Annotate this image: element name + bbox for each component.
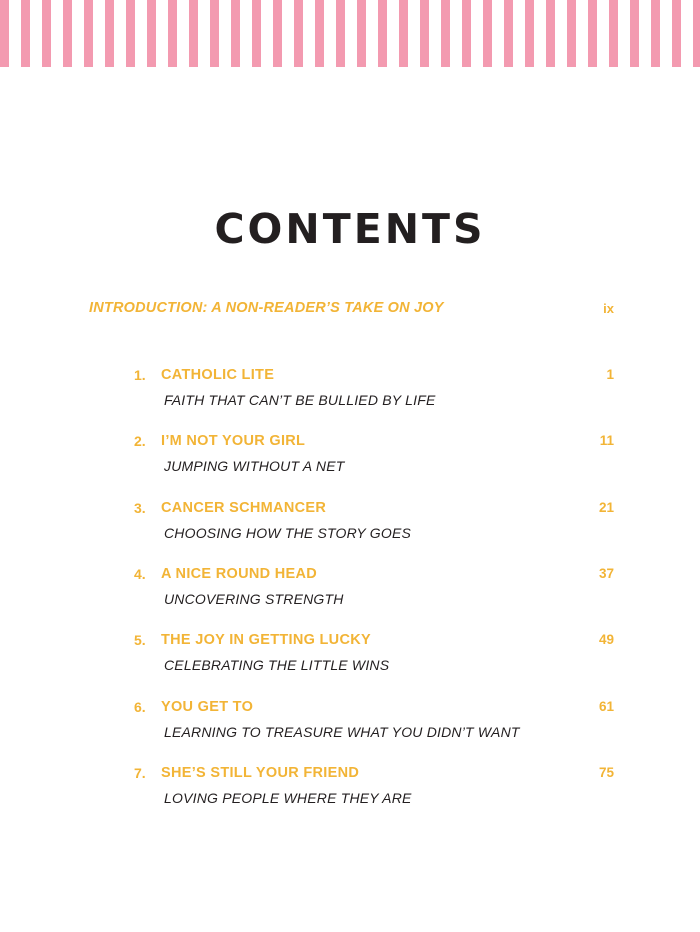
chapter-number: 4.: [134, 566, 146, 582]
chapter-title: I’M NOT YOUR GIRL: [161, 433, 306, 449]
toc-chapter-entry: [134, 632, 614, 680]
chapter-page-number: 11: [599, 433, 614, 448]
chapter-page-number: 21: [598, 500, 614, 515]
chapter-number: 5.: [134, 632, 146, 648]
chapter-title: A NICE ROUND HEAD: [161, 566, 318, 582]
chapter-number: 3.: [134, 500, 146, 516]
chapter-title: SHE’S STILL YOUR FRIEND: [161, 765, 360, 781]
chapter-page-number: 1: [606, 367, 614, 382]
chapter-subtitle: LOVING PEOPLE WHERE THEY ARE: [164, 790, 412, 806]
chapter-page-number: 37: [598, 566, 614, 581]
chapter-subtitle: JUMPING WITHOUT A NET: [164, 458, 345, 474]
toc-chapter-entry: [134, 765, 614, 813]
chapter-page-number: 61: [598, 699, 614, 714]
chapter-title: CANCER SCHMANCER: [161, 500, 327, 516]
chapter-page-number: 49: [598, 632, 614, 647]
chapter-subtitle: UNCOVERING STRENGTH: [164, 591, 344, 607]
chapter-number: 7.: [134, 765, 146, 781]
intro-page-number: ix: [603, 301, 614, 316]
chapter-title: YOU GET TO: [161, 699, 254, 715]
toc-chapter-entry: [134, 433, 614, 481]
toc-chapter-entry: [134, 500, 614, 548]
chapter-subtitle: FAITH THAT CAN’T BE BULLIED BY LIFE: [164, 392, 436, 408]
toc-chapter-entry: [134, 367, 614, 415]
chapter-subtitle: CHOOSING HOW THE STORY GOES: [164, 525, 412, 541]
chapter-number: 1.: [134, 367, 146, 383]
chapter-subtitle: LEARNING TO TREASURE WHAT YOU DIDN’T WANT: [164, 724, 520, 740]
chapter-subtitle: CELEBRATING THE LITTLE WINS: [164, 657, 390, 673]
chapter-title: CATHOLIC LITE: [161, 367, 275, 383]
toc-intro-entry: [89, 300, 614, 320]
page-title: CONTENTS: [214, 205, 486, 253]
chapter-title: THE JOY IN GETTING LUCKY: [161, 632, 371, 648]
chapter-number: 6.: [134, 699, 146, 715]
toc-chapter-entry: [134, 566, 614, 614]
chapter-number: 2.: [134, 433, 146, 449]
chapter-page-number: 75: [598, 765, 614, 780]
decorative-stripe-banner: [0, 0, 700, 67]
intro-title: INTRODUCTION: A NON-READER’S TAKE ON JOY: [89, 300, 444, 316]
toc-chapter-entry: [134, 699, 614, 747]
